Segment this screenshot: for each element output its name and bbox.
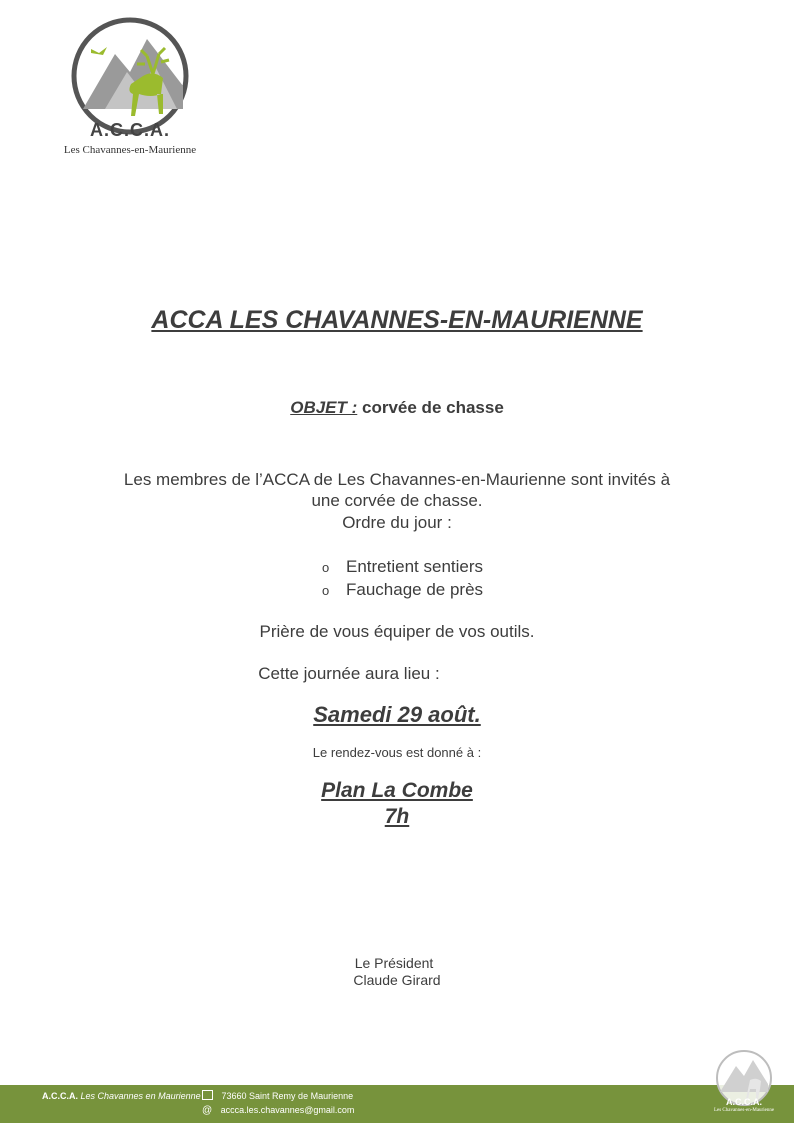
logo-subtitle: Les Chavannes-en-Maurienne: [63, 144, 197, 156]
footer-org-line: [42, 1091, 201, 1101]
signature-name: Claude Girard: [353, 972, 441, 988]
agenda-list: [322, 556, 483, 602]
meeting-place: Plan La Combe: [321, 779, 473, 802]
agenda-item-label: Entretient sentiers: [346, 557, 484, 576]
agenda-item-label: Fauchage de près: [346, 580, 484, 599]
footer-address-line: [202, 1090, 353, 1101]
footer-bar: [0, 1085, 794, 1123]
acca-logo: [40, 14, 220, 164]
signature-role: Le Président: [354, 955, 434, 971]
at-icon: @: [202, 1105, 213, 1116]
mailbox-icon: [202, 1090, 213, 1100]
intro-line-2: une corvée de chasse.: [311, 491, 483, 510]
tools-note: Prière de vous équiper de vos outils.: [259, 622, 535, 641]
footer-logo: [706, 1048, 782, 1114]
footer-org: A.C.C.A.: [42, 1091, 78, 1101]
page-title: ACCA LES CHAVANNES-EN-MAURIENNE: [151, 306, 643, 334]
signature-block: [0, 955, 794, 989]
meeting-place-block: [0, 778, 794, 830]
list-item: [322, 556, 483, 579]
footer-logo-acronym: A.C.C.A.: [726, 1097, 762, 1107]
objet-value: corvée de chasse: [362, 398, 504, 417]
list-item: [322, 579, 483, 602]
footer-org-name: Les Chavannes en Maurienne: [80, 1091, 201, 1101]
event-date: Samedi 29 août.: [313, 702, 481, 727]
footer-logo-subtitle: Les Chavannes-en-Maurienne: [713, 1108, 775, 1113]
bullet-icon: o: [322, 560, 330, 575]
footer-address: 73660 Saint Remy de Maurienne: [221, 1091, 354, 1101]
objet-line: [0, 398, 794, 418]
bullet-icon: o: [322, 583, 330, 598]
footer-email: accca.les.chavannes@gmail.com: [220, 1105, 355, 1115]
meeting-time: 7h: [384, 805, 410, 828]
footer-email-line: [202, 1105, 354, 1116]
logo-acronym: A.C.C.A.: [90, 120, 170, 140]
intro-line-1: Les membres de l’ACCA de Les Chavannes-en-Maurienne sont invités à: [123, 470, 671, 489]
intro-line-3: Ordre du jour :: [342, 513, 452, 532]
day-intro: Cette journée aura lieu :: [258, 664, 440, 683]
objet-label: OBJET :: [290, 398, 358, 417]
rendezvous-label: Le rendez-vous est donné à :: [312, 745, 482, 760]
